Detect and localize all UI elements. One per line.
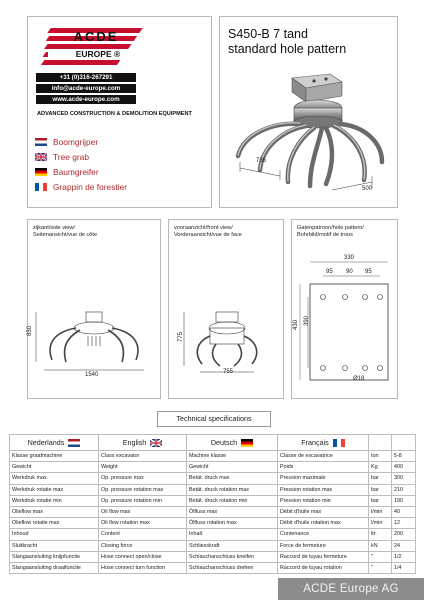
front-view-caption-2: Vorderaansicht/vue de face: [174, 232, 242, 238]
hole-spacing-95-left: 95: [326, 269, 333, 275]
germany-flag-icon: [35, 168, 47, 176]
netherlands-flag-icon: [35, 138, 47, 146]
cell-french: Poids: [278, 462, 369, 473]
side-view-drawing: [30, 300, 158, 380]
cell-german: Schlauchanschluss kneifen: [187, 551, 278, 562]
logo-title: ACDE: [73, 29, 119, 44]
hole-width-330: 330: [344, 255, 355, 261]
uk-flag-icon: [150, 439, 162, 447]
cell-unit: Kg: [369, 462, 392, 473]
cell-unit: l/min: [369, 506, 392, 517]
cell-german: Ölfluss rotation max: [187, 518, 278, 529]
cell-english: Weight: [99, 462, 187, 473]
cell-french: Classe de excavatrice: [278, 451, 369, 462]
cell-french: Débit d'huile rotation max: [278, 518, 369, 529]
cell-english: Oil flow rotation max: [99, 518, 187, 529]
cell-dutch: Werkdruk rotatie min: [10, 495, 99, 506]
cell-english: Op. pressure rotation max: [99, 484, 187, 495]
side-view-caption-1: zijkant/side view/: [33, 225, 75, 231]
language-label: Grappin de forestier: [53, 182, 128, 192]
cell-unit: ": [369, 551, 392, 562]
logo-website: www.acde-europe.com: [36, 95, 136, 104]
table-row: [10, 462, 416, 473]
cell-english: Hose connect turn function: [99, 562, 187, 573]
hole-pattern-caption-1: Gatenpatroon/hole pattern/: [297, 225, 364, 231]
cell-german: Betät. druck rotation min: [187, 495, 278, 506]
hole-height-430: 430: [293, 319, 299, 330]
cell-english: Op. pressure rotation min: [99, 495, 187, 506]
header-label: Deutsch: [210, 438, 238, 447]
cell-english: Hose connect open/close: [99, 551, 187, 562]
cell-unit: bar: [369, 495, 392, 506]
cell-value: 400: [392, 462, 416, 473]
product-model-title: S450-B 7 tand: [228, 27, 308, 41]
header-english: [99, 435, 187, 451]
cell-french: Force de fermeture: [278, 540, 369, 551]
cell-dutch: Gewicht: [10, 462, 99, 473]
germany-flag-icon: [241, 439, 253, 447]
table-row: [10, 451, 416, 462]
cell-value: 24: [392, 540, 416, 551]
dimension-500: 500: [362, 186, 373, 192]
cell-dutch: Sluitkracht: [10, 540, 99, 551]
table-row: [10, 540, 416, 551]
spec-section-title: Technical specifications: [157, 411, 271, 427]
cell-unit: bar: [369, 484, 392, 495]
cell-english: Class excavator: [99, 451, 187, 462]
cell-german: Gewicht: [187, 462, 278, 473]
hole-spacing-90: 90: [346, 269, 353, 275]
cell-value: 210: [392, 484, 416, 495]
cell-french: Pression rotation min: [278, 495, 369, 506]
cell-unit: l/min: [369, 518, 392, 529]
cell-value: 12: [392, 518, 416, 529]
table-row: [10, 484, 416, 495]
header-unit: [369, 435, 392, 451]
hole-diameter: Ø18: [353, 376, 365, 382]
cell-value: 1/4: [392, 562, 416, 573]
language-label: Tree grab: [53, 152, 89, 162]
cell-german: Schliesskraft: [187, 540, 278, 551]
table-row: [10, 562, 416, 573]
front-view-caption-1: vooraanzicht/front view/: [174, 225, 233, 231]
cell-german: Schlauchanschluss drehen: [187, 562, 278, 573]
side-height-dimension: 850: [27, 325, 33, 336]
header-label: Nederlands: [27, 438, 65, 447]
cell-german: Machine klasse: [187, 451, 278, 462]
cell-english: Op. pressure max: [99, 473, 187, 484]
logo-email: info@acde-europe.com: [36, 84, 136, 93]
header-french: [278, 435, 369, 451]
cell-dutch: Inhoud: [10, 529, 99, 540]
cell-value: 1/2: [392, 551, 416, 562]
table-row: [10, 518, 416, 529]
product-subtitle: standard hole pattern: [228, 42, 347, 56]
cell-dutch: Olieflow rotatie max: [10, 518, 99, 529]
table-row: [10, 551, 416, 562]
cell-french: Raccord de tuyau rotation: [278, 562, 369, 573]
cell-french: Pression maximale: [278, 473, 369, 484]
cell-unit: ltr.: [369, 529, 392, 540]
hole-pattern-caption-2: Bohrbild/motif de trous: [297, 232, 353, 238]
uk-flag-icon: [35, 153, 47, 161]
front-view-drawing: [174, 300, 278, 380]
header-dutch: [10, 435, 99, 451]
cell-french: Contenance: [278, 529, 369, 540]
logo-phone: +31 (0)316-267291: [36, 73, 136, 82]
table-row: [10, 473, 416, 484]
watermark-overlay: ACDE Europe AG: [278, 578, 424, 600]
side-view-caption-2: Seitenansicht/vue de côte: [33, 232, 98, 238]
cell-unit: kN: [369, 540, 392, 551]
hole-height-390: 390: [304, 315, 310, 326]
hole-spacing-95-right: 95: [365, 269, 372, 275]
table-row: [10, 529, 416, 540]
specifications-table: [9, 434, 416, 574]
language-label: Baumgreifer: [53, 167, 99, 177]
cell-french: Pression rotation max: [278, 484, 369, 495]
header-label: English: [122, 438, 147, 447]
france-flag-icon: [333, 439, 345, 447]
table-header-row: [10, 435, 416, 451]
front-width-dimension: 755: [223, 369, 234, 375]
cell-dutch: Werkdruk rotatie max: [10, 484, 99, 495]
cell-dutch: Werkdruk max.: [10, 473, 99, 484]
grab-3d-illustration: [222, 64, 394, 204]
front-height-dimension: 775: [178, 331, 184, 342]
logo-europe: EUROPE ®: [48, 49, 148, 60]
cell-french: Débit d'huile max: [278, 506, 369, 517]
table-row: [10, 495, 416, 506]
netherlands-flag-icon: [68, 439, 80, 447]
cell-dutch: Klasse graafmachine: [10, 451, 99, 462]
cell-value: 40: [392, 506, 416, 517]
cell-english: Content: [99, 529, 187, 540]
cell-french: Raccord de tuyau fermeture: [278, 551, 369, 562]
cell-unit: ": [369, 562, 392, 573]
table-row: [10, 506, 416, 517]
cell-german: Inhalt: [187, 529, 278, 540]
side-width-dimension: 1540: [85, 372, 99, 378]
language-label: Boomgrijper: [53, 137, 99, 147]
cell-german: Betät. druck max: [187, 473, 278, 484]
cell-dutch: Olieflow max: [10, 506, 99, 517]
tagline: ADVANCED CONSTRUCTION & DEMOLITION EQUIPMENT: [37, 111, 192, 117]
header-german: [187, 435, 278, 451]
cell-dutch: Slangaansluiting knijpfunctie: [10, 551, 99, 562]
dimension-735: 735: [256, 158, 267, 164]
header-label: Français: [301, 438, 329, 447]
cell-unit: bar: [369, 473, 392, 484]
cell-value: 200: [392, 529, 416, 540]
cell-english: Closing force: [99, 540, 187, 551]
cell-value: 190: [392, 495, 416, 506]
cell-value: 5-8: [392, 451, 416, 462]
language-row-en: [35, 151, 89, 163]
cell-german: Betät. druck rotation max: [187, 484, 278, 495]
cell-english: Oil flow max: [99, 506, 187, 517]
cell-dutch: Slangaansluiting draaifunctie: [10, 562, 99, 573]
france-flag-icon: [35, 183, 47, 191]
language-row-fr: [35, 181, 127, 193]
cell-value: 300: [392, 473, 416, 484]
language-row-nl: [35, 136, 98, 148]
language-row-de: [35, 166, 99, 178]
cell-german: Ölfluss max: [187, 506, 278, 517]
header-value: [392, 435, 416, 451]
cell-unit: ton: [369, 451, 392, 462]
